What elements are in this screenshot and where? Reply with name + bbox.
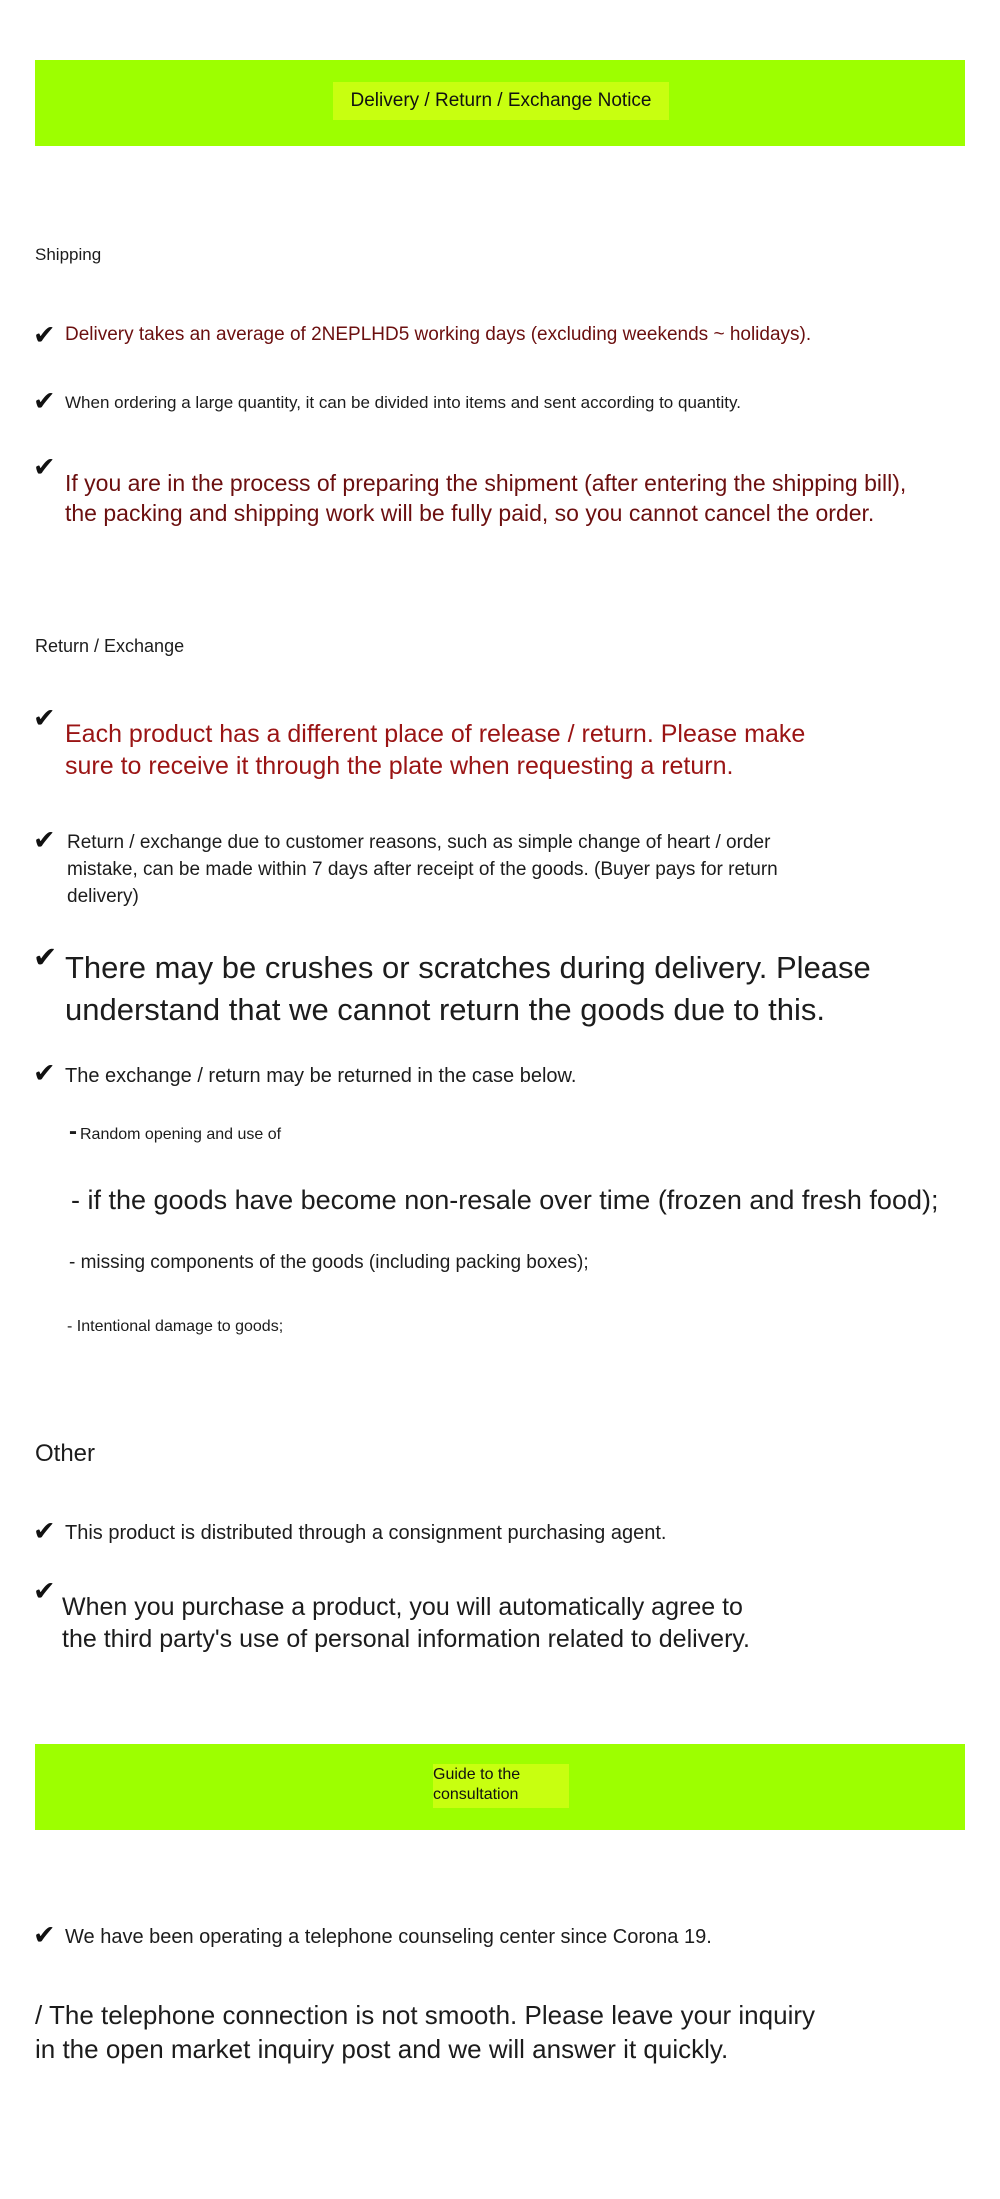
check-mark-icon: ✔ — [33, 386, 56, 417]
check-mark-icon: ✔ — [33, 1516, 56, 1547]
consultation-note-line-2: in the open market inquiry post and we will answer it quickly. — [35, 2034, 729, 2064]
case-item-4: - Intentional damage to goods; — [67, 1318, 284, 1335]
return-exchange-heading: Return / Exchange — [35, 636, 185, 656]
shipping-item-3-line-2: the packing and shipping work will be fully paid, so you cannot cancel the order. — [65, 500, 875, 526]
check-mark-icon: ✔ — [33, 940, 58, 974]
consultation-note-line-1: / The telephone connection is not smooth. Please leave your inquiry — [35, 2000, 815, 2030]
header-banner — [35, 60, 965, 146]
shipping-item-3-line-1: If you are in the process of preparing the shipment (after entering the shipping bill), — [65, 470, 907, 496]
case-dash: - — [69, 1118, 77, 1145]
check-mark-icon: ✔ — [33, 1576, 56, 1607]
case-item-3: - missing components of the goods (including packing boxes); — [69, 1252, 589, 1273]
case-item-2: - if the goods have become non-resale over time (frozen and fresh food); — [71, 1185, 939, 1215]
case-item-1: Random opening and use of — [80, 1126, 282, 1143]
shipping-item-2: When ordering a large quantity, it can be divided into items and sent according to quantity. — [65, 393, 741, 412]
shipping-heading: Shipping — [35, 245, 102, 264]
other-heading: Other — [35, 1440, 96, 1467]
check-mark-icon: ✔ — [33, 1058, 56, 1089]
release-notice-line-1: Each product has a different place of release / return. Please make — [65, 720, 806, 748]
customer-reason-line-3: delivery) — [67, 886, 139, 907]
check-mark-icon: ✔ — [33, 320, 56, 351]
other-item-2-line-2: the third party's use of personal information related to delivery. — [62, 1625, 751, 1653]
consultation-banner-line-2: consultation — [433, 1786, 519, 1803]
other-item-2-line-1: When you purchase a product, you will automatically agree to — [62, 1593, 743, 1621]
case-intro: The exchange / return may be returned in the case below. — [65, 1065, 577, 1087]
consultation-banner — [35, 1744, 965, 1830]
customer-reason-line-2: mistake, can be made within 7 days after receipt of the goods. (Buyer pays for return — [67, 859, 778, 880]
customer-reason-line-1: Return / exchange due to customer reasons, such as simple change of heart / order — [67, 832, 771, 853]
header-banner-title: Delivery / Return / Exchange Notice — [350, 90, 652, 111]
shipping-item-1: Delivery takes an average of 2NEPLHD5 working days (excluding weekends ~ holidays). — [65, 324, 812, 345]
consultation-item-1: We have been operating a telephone counseling center since Corona 19. — [65, 1926, 712, 1948]
check-mark-icon: ✔ — [33, 703, 56, 734]
crush-notice-line-1: There may be crushes or scratches during delivery. Please — [65, 950, 871, 985]
release-notice-line-2: sure to receive it through the plate when requesting a return. — [65, 752, 734, 780]
header-banner-title-box — [333, 82, 669, 120]
consultation-banner-label-box — [433, 1764, 569, 1808]
other-item-1: This product is distributed through a consignment purchasing agent. — [65, 1522, 667, 1544]
check-mark-icon: ✔ — [33, 825, 56, 856]
check-mark-icon: ✔ — [33, 452, 56, 483]
consultation-banner-line-1: Guide to the — [433, 1766, 521, 1783]
check-mark-icon: ✔ — [33, 1920, 56, 1951]
crush-notice-line-2: understand that we cannot return the goods due to this. — [65, 992, 826, 1027]
